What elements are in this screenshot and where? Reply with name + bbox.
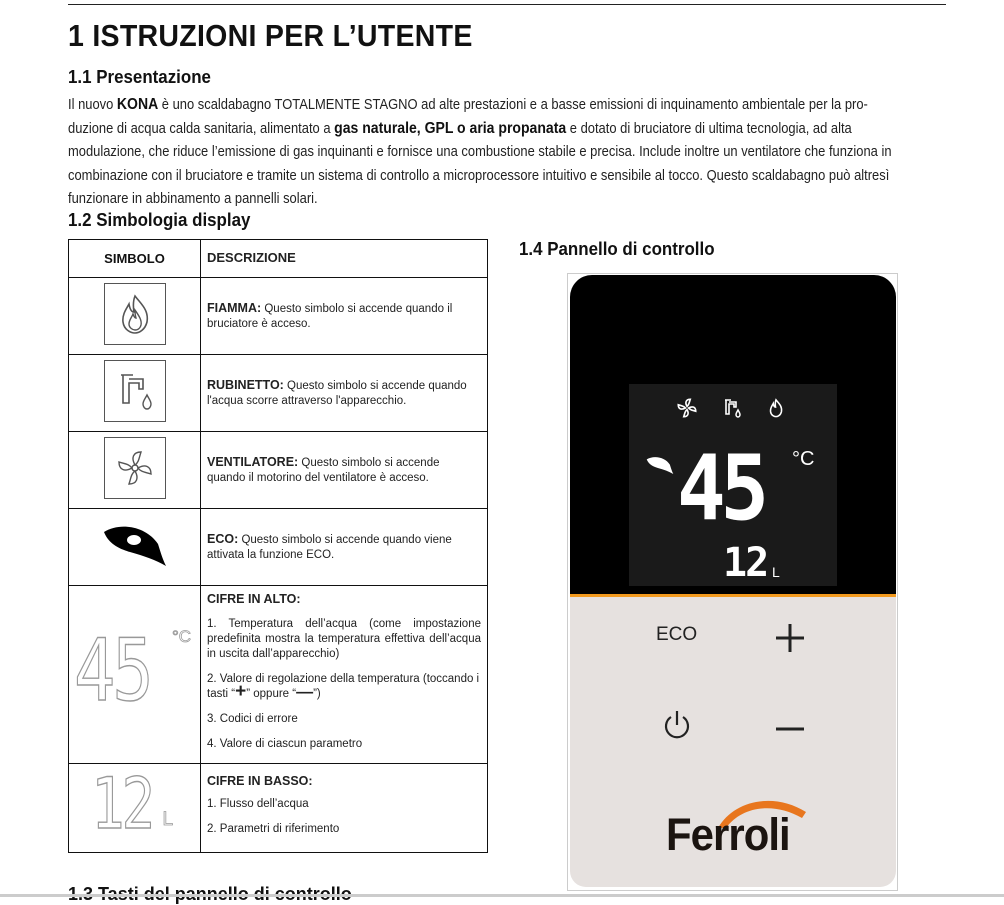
- faucet-icon: [104, 360, 166, 422]
- page-title: 1 ISTRUZIONI PER L’UTENTE: [68, 18, 473, 53]
- presentation-paragraph: Il nuovo KONA è uno scaldabagno TOTALMENTE STAGNO ad alte prestazioni e a basse emissioni di inquinamento ambientale per la pro- duzione di acqua calda sanitaria, alimentato a gas naturale, GPL o aria propanata e dotato di bruciatore di ultima tecnologia, ad alta modulazione, che riduce l’emissione di gas inquinanti e fornisce una combustione stabile e precisa. Include inoltre un ventilatore che funziona in combinazione con il bruciatore e tramite un sistema di controllo a microprocessore intuitivo e sensibile al tocco. Questo scaldabagno può altresì funzionare in abbinamento a pannelli solari.: [68, 96, 892, 207]
- section-simbologia-heading: 1.2 Simbologia display: [68, 210, 251, 230]
- table-header-row: [69, 240, 488, 278]
- fan-icon: [675, 396, 699, 425]
- plus-glyph: +: [235, 681, 247, 702]
- table-row: 45 °C CIFRE IN ALTO: 1. Temperatura dell’acqua (come impostazione predefinita mostra la temperatura effettiva dell’acqua in uscita dall’apparecchio) 2. Valore di regolazione della temperatura (toccando i tasti “+” oppure “—”) 3. Codici di errore 4. Valore di ciascun parametro: [69, 586, 488, 764]
- table-row: 12 L CIFRE IN BASSO: 1. Flusso dell’acqua 2. Parametri di riferimento: [69, 764, 488, 853]
- col-header-simbolo: SIMBOLO: [104, 250, 165, 266]
- fan-icon: [104, 437, 166, 499]
- table-row: FIAMMA: Questo simbolo si accende quando il bruciatore è acceso.: [69, 278, 488, 355]
- control-panel: [567, 273, 898, 891]
- flow-readout: 12: [723, 540, 768, 586]
- temperature-unit: °C: [792, 448, 815, 470]
- digits-upper-symbol: 45 °C: [74, 621, 192, 721]
- table-row: ECO: Questo simbolo si accende quando viene attivata la funzione ECO.: [69, 509, 488, 586]
- power-button[interactable]: [661, 708, 693, 747]
- flame-icon: [766, 396, 786, 425]
- faucet-icon: [721, 396, 743, 425]
- eco-leaf-icon: [100, 520, 170, 575]
- lcd-screen: [629, 384, 837, 586]
- temperature-readout: 45: [677, 436, 764, 541]
- table-row: RUBINETTO: Questo simbolo si accende quando l'acqua scorre attraverso l'apparecchio.: [69, 355, 488, 432]
- section-pannello-heading: 1.4 Pannello di controllo: [519, 239, 715, 259]
- brand-logo: Ferroli: [666, 809, 790, 860]
- table-row: VENTILATORE: Questo simbolo si accende quando il motorino del ventilatore è acceso.: [69, 432, 488, 509]
- eco-leaf-icon: [645, 454, 675, 481]
- flame-icon: [104, 283, 166, 345]
- symbol-table: [68, 239, 488, 853]
- eco-button[interactable]: ECO: [656, 624, 698, 645]
- col-header-descrizione: DESCRIZIONE: [207, 250, 296, 265]
- digits-lower-symbol: 12 L: [90, 762, 174, 845]
- plus-button[interactable]: [773, 621, 807, 660]
- minus-button[interactable]: [773, 720, 807, 738]
- section-presentazione-heading: 1.1 Presentazione: [68, 67, 211, 87]
- top-rule: [68, 4, 946, 5]
- flow-unit: L: [772, 564, 780, 580]
- minus-glyph: —: [296, 682, 314, 701]
